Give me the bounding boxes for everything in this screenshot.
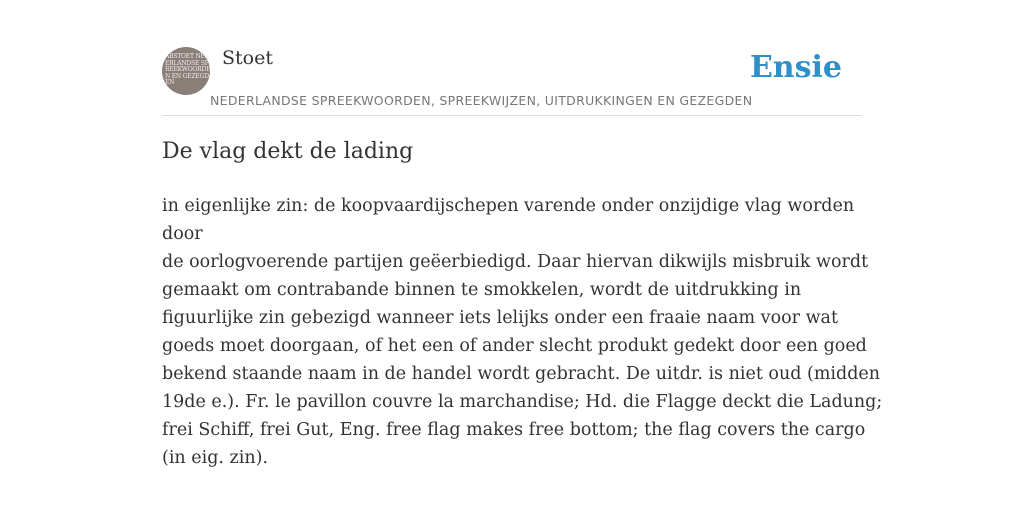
definition-line: gemaakt om contrabande binnen te smokkelen, wordt de uitdrukking in (162, 280, 802, 300)
avatar-text: ABSTOET NEDERLANDSE SPREEKWOORDEN EN GEZEGDEN (165, 53, 210, 86)
author-name[interactable]: Stoet (222, 47, 273, 69)
definition-line: bekend staande naam in de handel wordt gebracht. De uitdr. is niet oud (midden (162, 364, 881, 384)
definition-line: goeds moet doorgaan, of het een of ander slecht produkt gedekt door een goed (162, 336, 867, 356)
definition-line: de oorlogvoerende partijen geëerbiedigd. Daar hiervan dikwijls misbruik wordt (162, 252, 869, 272)
definition-line: figuurlijke zin gebezigd wanneer iets lelijks onder een fraaie naam voor wat (162, 308, 839, 328)
brand-logo[interactable]: Ensie (749, 50, 842, 85)
entry-title: De vlag dekt de lading (162, 139, 414, 164)
definition-line: frei Schiff, frei Gut, Eng. free flag makes free bottom; the flag covers the cargo (162, 420, 866, 440)
header (162, 45, 862, 116)
definition-line: (in eig. zin). (162, 448, 269, 468)
avatar[interactable] (162, 47, 210, 95)
definition-line: 19de e.). Fr. le pavillon couvre la marchandise; Hd. die Flagge deckt die Ladung; (162, 392, 883, 412)
entry-definition (162, 192, 883, 472)
definition-line: in eigenlijke zin: de koopvaardijschepen varende onder onzijdige vlag worden (162, 196, 855, 216)
definition-line: door (162, 224, 203, 244)
source-subtitle[interactable]: NEDERLANDSE SPREEKWOORDEN, SPREEKWIJZEN, UITDRUKKINGEN EN GEZEGDEN (210, 93, 753, 108)
